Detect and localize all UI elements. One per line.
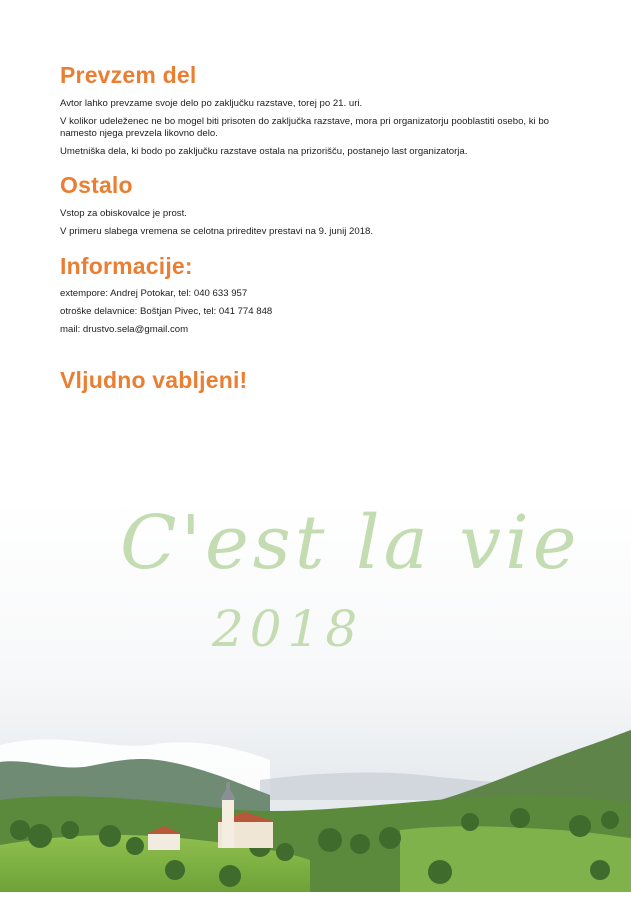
heading-vljudno-vabljeni: Vljudno vabljeni!: [60, 367, 248, 393]
info-otroske-delavnice: otroške delavnice: Boštjan Pivec, tel: 041 774 848: [60, 306, 273, 317]
heading-ostalo: Ostalo: [60, 172, 133, 198]
landscape-illustration: [0, 500, 631, 892]
prevzem-paragraph-3: Umetniška dela, ki bodo po zaključku razstave ostala na prizorišču, postanejo last organizatorja.: [60, 146, 468, 157]
ostalo-paragraph-1: Vstop za obiskovalce je prost.: [60, 208, 187, 219]
heading-informacije: Informacije:: [60, 253, 193, 279]
info-mail: mail: drustvo.sela@gmail.com: [60, 324, 189, 335]
ostalo-paragraph-2: V primeru slabega vremena se celotna prireditev prestavi na 9. junij 2018.: [60, 226, 374, 237]
heading-prevzem-del: Prevzem del: [60, 62, 197, 88]
script-title: C'est la vie: [120, 500, 581, 586]
prevzem-paragraph-1: Avtor lahko prevzame svoje delo po zaključku razstave, torej po 21. uri.: [60, 98, 363, 109]
prevzem-paragraph-2: V kolikor udeleženec ne bo mogel biti prisoten do zaključka razstave, mora pri organizatorju pooblastiti osebo, ki bo namesto njega prevzela likovno delo.: [60, 116, 550, 139]
script-year: 2018: [212, 600, 364, 658]
info-extempore: extempore: Andrej Potokar, tel: 040 633 957: [60, 288, 248, 299]
